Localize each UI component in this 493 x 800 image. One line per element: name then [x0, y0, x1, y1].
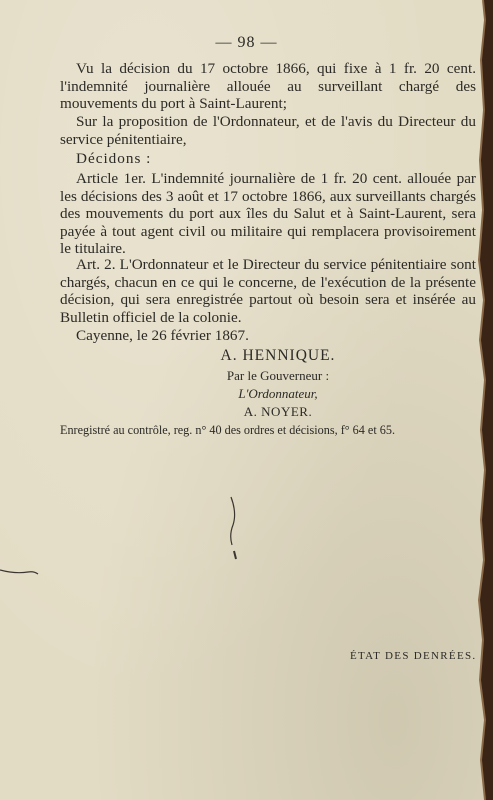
- article-text: Art. 2. L'Ordonnateur et le Directeur du service pénitentiaire sont chargés, chacun en ce qui le concerne, de l'exécution de la présente décision, qui sera enregistrée partout où besoin sera et insérée au Bulletin officiel de la colonie.: [60, 256, 476, 326]
- paragraph-text: Sur la proposition de l'Ordonnateur, et de l'avis du Directeur du service pénitentiaire,: [60, 113, 476, 148]
- ordonnateur-title: L'Ordonnateur,: [238, 386, 318, 401]
- registration-note: Enregistré au contrôle, reg. n° 40 des ordres et décisions, f° 64 et 65.: [60, 423, 395, 437]
- decidons-heading: [60, 150, 476, 168]
- governor-signature: A. HENNIQUE.: [220, 347, 336, 364]
- ink-stroke-center: [225, 495, 245, 565]
- ordonnateur-name: A. NOYER.: [243, 404, 313, 419]
- ink-stroke-left: [0, 560, 40, 580]
- article-text: Article 1er. L'indemnité journalière de 1 fr. 20 cent. allouée par les décisions des 3 août et 17 octobre 1866, aux surveillants chargés des mouvements du port aux îles du Salut et à Saint-Laurent, sera payée à tout agent civil ou militaire qui remplacera provisoirement le titulaire.: [60, 170, 476, 257]
- date-place-text: Cayenne, le 26 février 1867.: [76, 327, 249, 344]
- heading-text: Décidons :: [76, 150, 152, 167]
- paragraph-considering-decision: [60, 60, 476, 113]
- article-1: [60, 170, 476, 258]
- page-number: — 98 —: [215, 34, 278, 51]
- article-2: [60, 256, 476, 326]
- date-place: [60, 327, 476, 345]
- paragraph-proposition: [60, 113, 476, 148]
- paragraph-text: Vu la décision du 17 octobre 1866, qui fixe à 1 fr. 20 cent. l'indemnité journalière allouée au surveillant chargé des mouvements du port à Saint-Laurent;: [60, 60, 476, 112]
- footer-catchword: ÉTAT DES DENRÉES.: [350, 650, 477, 662]
- par-le-gouverneur: Par le Gouverneur :: [226, 368, 330, 383]
